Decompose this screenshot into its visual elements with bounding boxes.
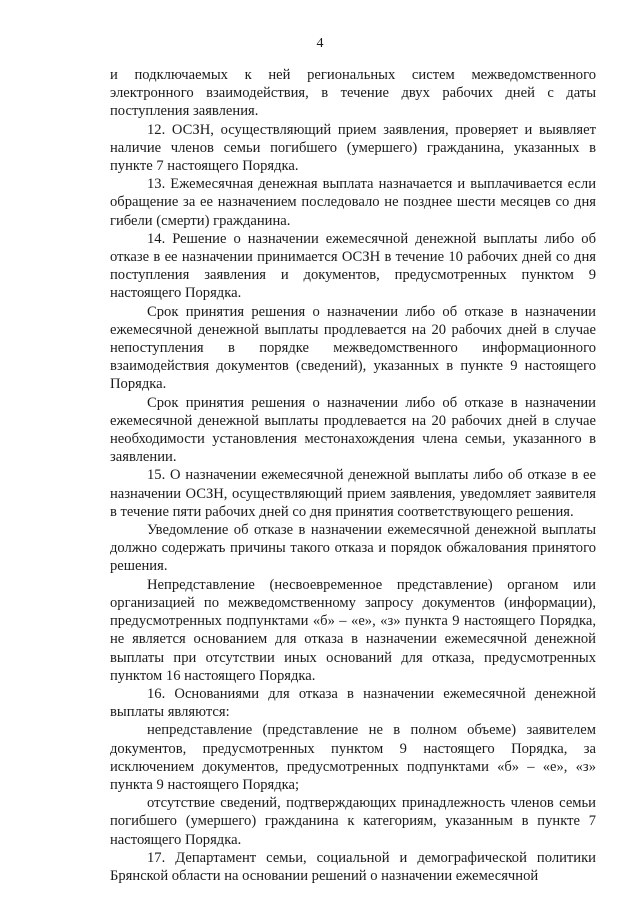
paragraph: Непредставление (несвоевременное представление) органом или организацией по межведомственному запросу документов (информации), предусмотренных подпунктами «б» – «е», «з» пункта 9 настоящего Порядка, не является основанием для отказа в назначении ежемесячной денежной выплаты при отсутствии иных оснований для отказа, предусмотренных пунктом 16 настоящего Порядка. [110,576,596,684]
page-number: 4 [316,36,324,51]
paragraph: Срок принятия решения о назначении либо об отказе в назначении ежемесячной денежной выплаты продлевается на 20 рабочих дней в случае необходимости установления местонахождения члена семьи, указанного в заявлении. [110,394,596,466]
paragraph: 17. Департамент семьи, социальной и демографической политики Брянской области на основании решений о назначении ежемесячной [110,849,596,884]
paragraph: отсутствие сведений, подтверждающих принадлежность членов семьи погибшего (умершего) гражданина к категориям, указанным в пункте 7 настоящего Порядка. [110,795,596,848]
paragraph: 14. Решение о назначении ежемесячной денежной выплаты либо об отказе в ее назначении принимается ОСЗН в течение 10 рабочих дней со дня поступления заявления и документов, предусмотренных пунктом 9 настоящего Порядка. [110,230,596,302]
paragraph: Срок принятия решения о назначении либо об отказе в назначении ежемесячной денежной выплаты продлевается на 20 рабочих дней в случае непоступления в порядке межведомственного информационного взаимодействия документов (сведений), указанных в пункте 9 настоящего Порядка. [110,303,596,393]
paragraph: Уведомление об отказе в назначении ежемесячной денежной выплаты должно содержать причины такого отказа и порядок обжалования принятого решения. [110,522,596,575]
document-body [110,66,596,885]
paragraph: непредставление (представление не в полном объеме) заявителем документов, предусмотренных пунктом 9 настоящего Порядка, за исключением документов, предусмотренных подпунктами «б» – «е», «з» пункта 9 настоящего Порядка; [110,722,596,793]
paragraph: 15. О назначении ежемесячной денежной выплаты либо об отказе в ее назначении ОСЗН, осуществляющий прием заявления, уведомляет заявителя в течение пяти рабочих дней со дня принятия соответствующего решения. [110,467,596,520]
paragraph: 13. Ежемесячная денежная выплата назначается и выплачивается если обращение за ее назначением последовало не позднее шести месяцев со дня гибели (смерти) гражданина. [110,176,596,229]
paragraph: 16. Основаниями для отказа в назначении ежемесячной денежной выплаты являются: [110,685,596,721]
paragraph: и подключаемых к ней региональных систем межведомственного электронного взаимодействия, в течение двух рабочих дней с даты поступления заявления. [110,67,596,120]
paragraph: 12. ОСЗН, осуществляющий прием заявления, проверяет и выявляет наличие членов семьи погибшего (умершего) гражданина, указанных в пункте 7 настоящего Порядка. [110,121,596,175]
